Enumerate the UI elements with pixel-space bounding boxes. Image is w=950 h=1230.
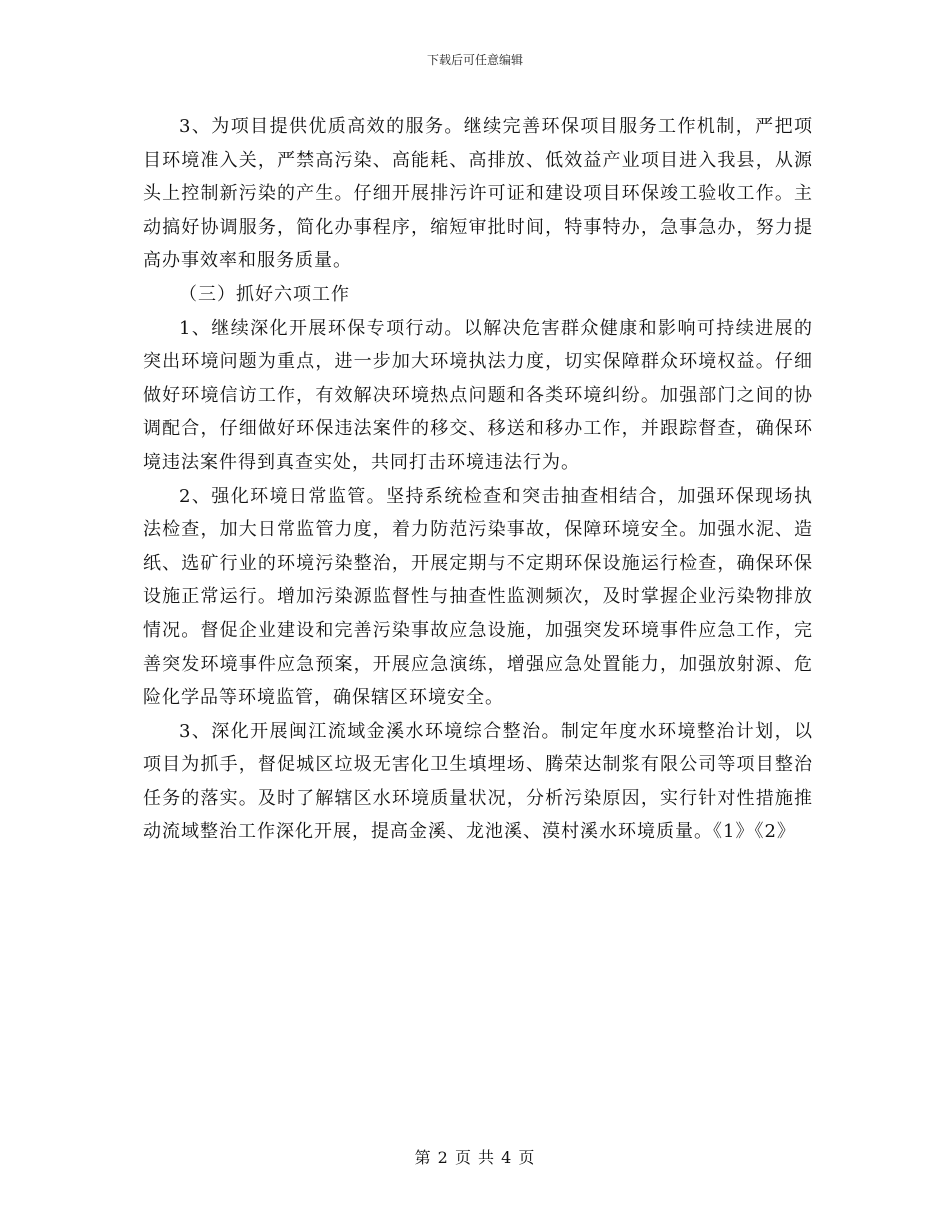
page-number: 第 2 页 共 4 页 [414,1148,536,1167]
paragraph-special-action: 1、继续深化开展环保专项行动。以解决危害群众健康和影响可持续进展的突出环境问题为重点，进一步加大环境执法力度，切实保障群众环境权益。仔细做好环境信访工作，有效解决环境热点问题和各类环境纠纷。加强部门之间的协调配合，仔细做好环保违法案件的移交、移送和移办工作，并跟踪督查，确保环境违法案件得到真查实处，共同打击环境违法行为。 [143,317,813,473]
section-heading: （三）抓好六项工作 [179,283,350,305]
page-header-note: 下载后可任意编辑 [426,53,523,67]
paragraph-daily-supervision: 2、强化环境日常监管。坚持系统检查和突击抽查相结合，加强环保现场执法检查，加大日常监管力度，着力防范污染事故，保障环境安全。加强水泥、造纸、选矿行业的环境污染整治，开展定期与不定期环保设施运行检查，确保环保设施正常运行。增加污染源监督性与抽查性监测频次，及时掌握企业污染物排放情况。督促企业建设和完善污染事故应急设施，加强突发环境事件应急工作，完善突发环境事件应急预案，开展应急演练，增强应急处置能力，加强放射源、危险化学品等环境监管，确保辖区环境安全。 [143,485,813,709]
paragraph-project-service: 3、为项目提供优质高效的服务。继续完善环保项目服务工作机制，严把项目环境准入关，严禁高污染、高能耗、高排放、低效益产业项目进入我县，从源头上控制新污染的产生。仔细开展排污许可证和建设项目环保竣工验收工作。主动搞好协调服务，简化办事程序，缩短审批时间，特事特办，急事急办，努力提高办事效率和服务质量。 [143,116,813,272]
document-body [143,110,813,849]
paragraph-water-remediation: 3、深化开展闽江流域金溪水环境综合整治。制定年度水环境整治计划，以项目为抓手，督促城区垃圾无害化卫生填埋场、腾荣达制浆有限公司等项目整治任务的落实。及时了解辖区水环境质量状况，分析污染原因，实行针对性措施推动流域整治工作深化开展，提高金溪、龙池溪、漠村溪水环境质量。《1》《2》 [143,720,813,843]
